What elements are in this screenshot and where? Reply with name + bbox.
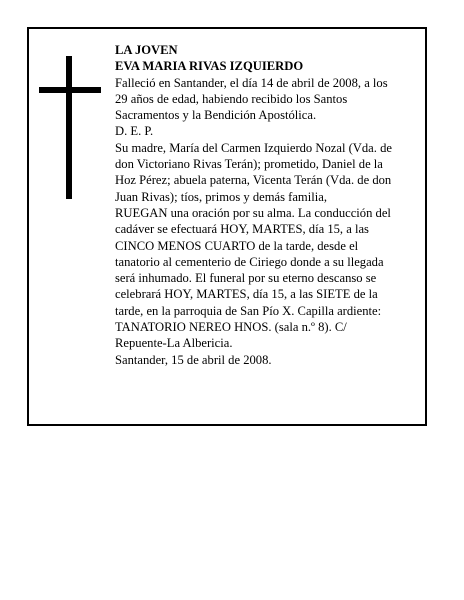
text-line: Santander, 15 de abril de 2008.	[115, 352, 272, 367]
text-line: celebrará HOY, MARTES, día 15, a las SIETE de la	[115, 287, 378, 302]
text-line: Hoz Pérez; abuela paterna, Vicenta Terán (Vda. de don	[115, 173, 392, 188]
text-line: Falleció en Santander, el día 14 de abril de 2008, a los	[115, 75, 388, 90]
obituary-text	[115, 42, 421, 368]
text-line: D. E. P.	[115, 124, 154, 139]
deceased-name: EVA MARIA RIVAS IZQUIERDO	[115, 59, 304, 74]
cross-icon	[39, 56, 101, 199]
cross-horizontal-bar	[39, 87, 101, 93]
text-line: cadáver se efectuará HOY, MARTES, día 15, a las	[115, 222, 369, 237]
text-line: Juan Rivas); tíos, primos y demás familia,	[115, 189, 327, 204]
text-line: TANATORIO NEREO HNOS. (sala n.º 8). C/	[115, 320, 347, 335]
text-line: 29 años de edad, habiendo recibido los Santos	[115, 91, 348, 106]
text-line: tarde, en la parroquia de San Pío X. Capilla ardiente:	[115, 303, 382, 318]
text-line: tanatorio al cementerio de Ciriego donde a su llegada	[115, 254, 384, 269]
obituary-notice	[27, 27, 427, 426]
notice-heading-1: LA JOVEN	[115, 43, 178, 57]
text-line: Repuente-La Albericia.	[115, 336, 233, 351]
text-line: Su madre, María del Carmen Izquierdo Nozal (Vda. de	[115, 140, 392, 155]
text-line: será inhumado. El funeral por su eterno descanso se	[115, 271, 377, 286]
text-line: CINCO MENOS CUARTO de la tarde, desde el	[115, 238, 359, 253]
text-line: Sacramentos y la Bendición Apostólica.	[115, 108, 317, 123]
text-line: don Victoriano Rivas Terán); prometido, Daniel de la	[115, 157, 383, 172]
cross-vertical-bar	[66, 56, 72, 199]
text-line: RUEGAN una oración por su alma. La conducción del	[115, 205, 391, 220]
